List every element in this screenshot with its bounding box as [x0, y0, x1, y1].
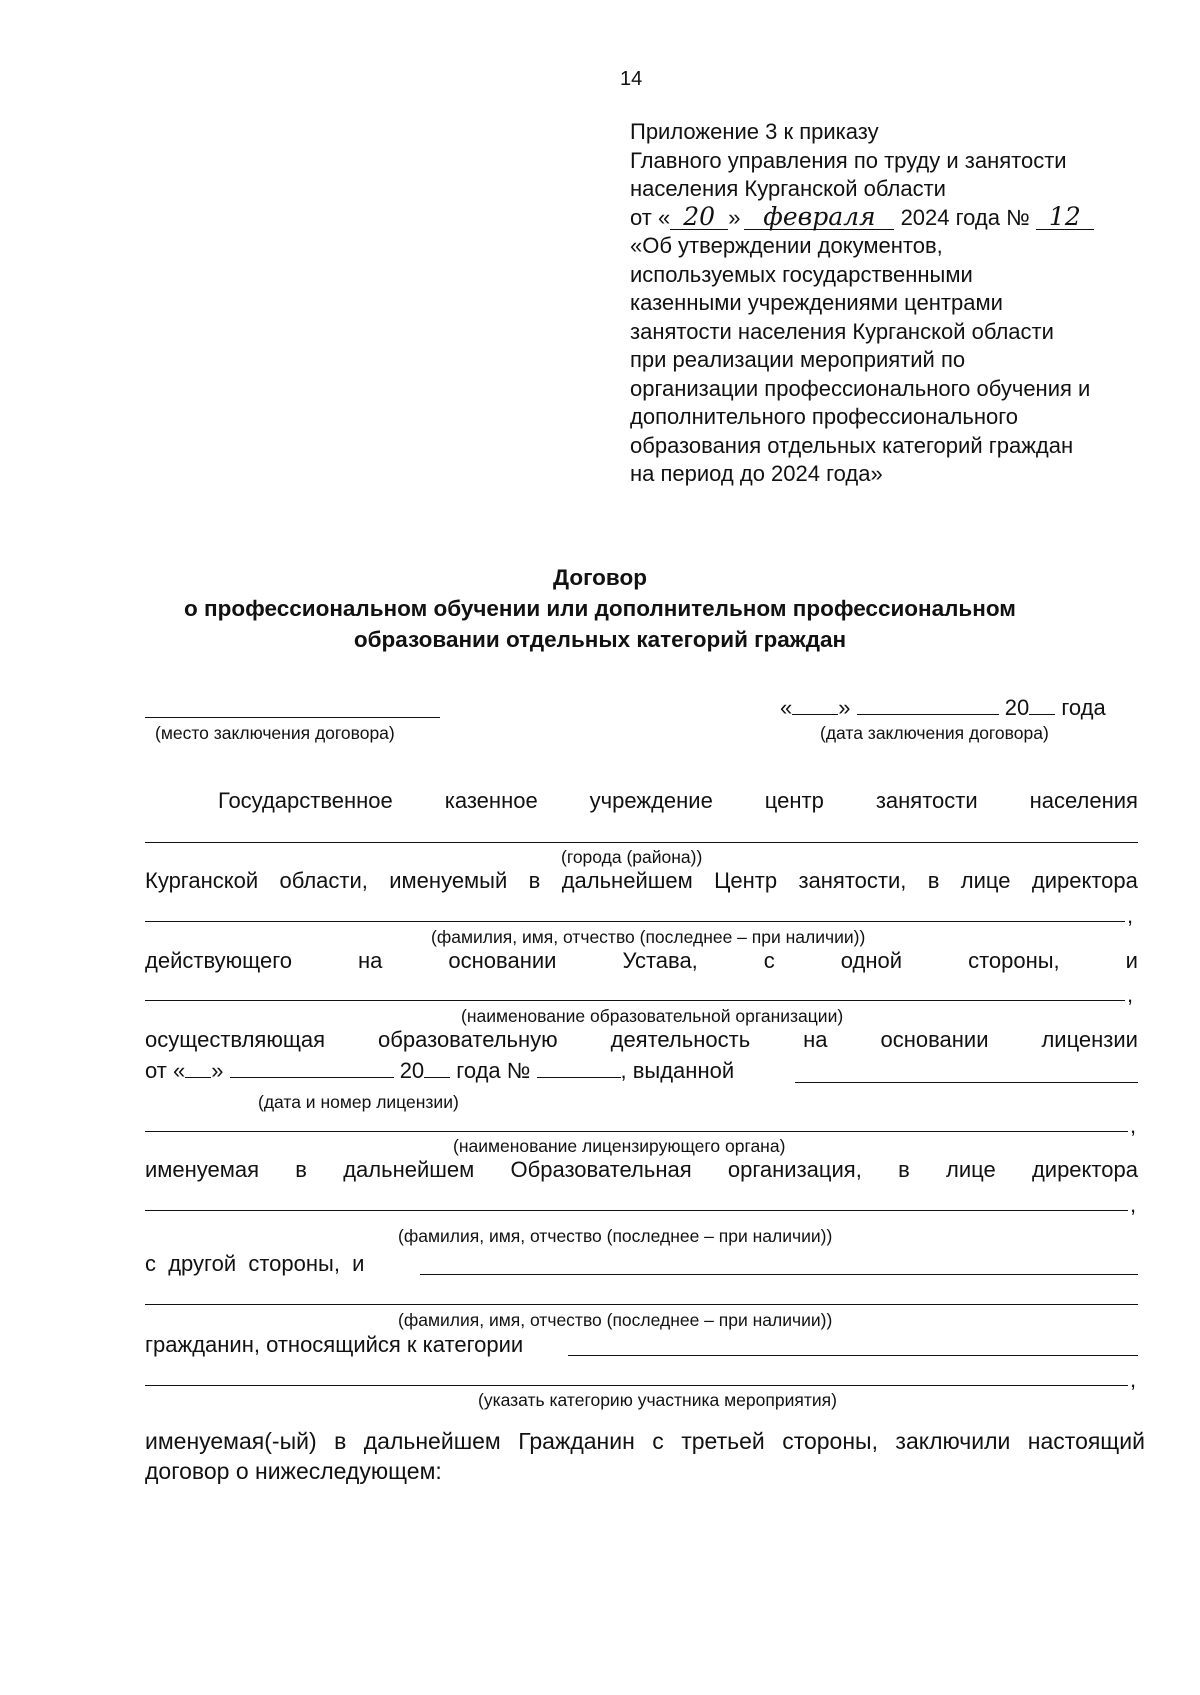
director-name-field[interactable] [145, 921, 1125, 922]
appendix-title-line: на период до 2024 года» [630, 461, 883, 486]
issued-by-field[interactable] [795, 1082, 1138, 1083]
handwritten-month: февраля [744, 205, 894, 230]
appendix-title-line: организации профессионального обучения и [630, 375, 1091, 401]
title-line: Договор [553, 565, 647, 590]
appendix-line: населения Курганской области [630, 176, 946, 201]
citizen-name-field-2[interactable] [145, 1304, 1138, 1305]
city-field[interactable] [145, 842, 1138, 843]
city-caption: (города (района)) [561, 847, 703, 867]
handwritten-day: 20 [670, 205, 728, 230]
page-number: 14 [620, 68, 643, 90]
license-number-field[interactable] [537, 1057, 621, 1078]
appendix-title-line: при реализации мероприятий по [630, 347, 966, 372]
citizen-category-text: гражданин, относящийся к категории [145, 1332, 524, 1357]
place-caption: (место заключения договора) [155, 723, 395, 743]
authority-field[interactable] [145, 1131, 1128, 1132]
title-line: образовании отдельных категорий граждан [353, 627, 847, 652]
appendix-title-line: образования отдельных категорий граждан [630, 432, 1074, 458]
date-caption: (дата заключения договора) [820, 723, 1049, 743]
title-line: о профессиональном обучении или дополнительном профессиональном [184, 596, 1016, 621]
handwritten-order-number: 12 [1036, 205, 1094, 230]
contract-date-line: « » 20 года [780, 695, 1106, 720]
paragraph-3: действующего на основании Устава, с одной стороны, и [145, 948, 1138, 973]
fio-caption: (фамилия, имя, отчество (последнее – при наличии)) [431, 927, 866, 947]
org-name-field[interactable] [145, 1000, 1125, 1001]
license-month-field[interactable] [230, 1057, 394, 1078]
date-mid: » [728, 204, 741, 230]
other-side-text: с другой стороны, и [145, 1251, 365, 1276]
date-prefix: от « [630, 204, 671, 230]
category-field-2[interactable] [145, 1385, 1128, 1386]
contract-title [0, 562, 1200, 655]
appendix-title-line: дополнительного профессионального [630, 404, 1019, 429]
fio-caption-3: (фамилия, имя, отчество (последнее – при наличии)) [398, 1310, 833, 1330]
authority-caption: (наименование лицензирующего органа) [453, 1136, 786, 1156]
appendix-title-line: «Об утверждении документов, [630, 233, 943, 258]
fio-caption-2: (фамилия, имя, отчество (последнее – при наличии)) [398, 1226, 833, 1246]
paragraph-2: Курганской области, именуемый в дальнейшем Центр занятости, в лице директора [145, 868, 1138, 893]
category-caption: (указать категорию участника мероприятия) [478, 1390, 837, 1410]
final-line-2: договор о нижеследующем: [145, 1458, 442, 1484]
paragraph-1: Государственное казенное учреждение центр занятости населения [218, 788, 1138, 813]
paragraph-4: осуществляющая образовательную деятельность на основании лицензии [145, 1027, 1138, 1052]
date-year-text: 2024 года № [900, 204, 1030, 230]
category-field[interactable] [568, 1355, 1138, 1356]
paragraph-5: именуемая в дальнейшем Образовательная организация, в лице директора [145, 1157, 1138, 1182]
document-page: 14 Приложение 3 к приказу Главного управления по труду и занятости населения Курганской области от « 20 » февраля 2024 года № 12 «Об утверждении документов, используемых государственными казенными учреждениями центрами занятости населения Курганской области при реализации мероприятий по организации профессионального обучения и дополнительного профессионального образования отдельных категорий граждан на период до 2024 года» Договор о профессиональном обучении или дополнительном профессиональном образовании отдельных категорий граждан (место заключения договора) « » 20 года (дата заключения договора) Государственное казенное учреждение центр занятости населения (города (района)) Курганской области, именуемый в дальнейшем Центр занятости, в лице директора , (фамилия, имя, отчество (последнее – при наличии)) действующего на основании Устава, с одной стороны, и , (наименование образовательной организации) осуществляющая образовательную деятельность на основании лицензии от « » 20 года № , выданной (дата и номер лицензии) , (наименование лицензирующего органа) именуемая в дальнейшем Образовательная организация, в лице директора , (фамилия, имя, отчество (последнее – при наличии)) с другой стороны, и (фамилия, имя, отчество (последнее – при наличии)) гражданин, относящийся к категории , (указать категорию участника мероприятия) именуемая(-ый) в дальнейшем Гражданин с третьей стороны, заключили настоящий договор о нижеследующем: [0, 0, 1200, 1695]
appendix-line: Приложение 3 к приказу [630, 119, 879, 144]
appendix-title-line: занятости населения Курганской области [630, 318, 1054, 344]
appendix-block [630, 118, 1170, 489]
date-month-field[interactable] [857, 694, 999, 715]
appendix-title-line: используемых государственными [630, 261, 973, 287]
license-caption: (дата и номер лицензии) [258, 1092, 459, 1112]
org-caption: (наименование образовательной организации) [461, 1006, 844, 1026]
appendix-line: Главного управления по труду и занятости [630, 147, 1067, 173]
date-year-field[interactable] [1029, 694, 1055, 715]
license-year-field[interactable] [424, 1057, 450, 1078]
org-director-field[interactable] [145, 1210, 1128, 1211]
license-day-field[interactable] [185, 1057, 211, 1078]
license-line: от « » 20 года № , выданной [145, 1058, 735, 1083]
final-line-1: именуемая(-ый) в дальнейшем Гражданин с третьей стороны, заключили настоящий [145, 1428, 1145, 1454]
appendix-title-line: казенными учреждениями центрами [630, 290, 1003, 315]
place-field[interactable] [145, 717, 440, 718]
date-day-field[interactable] [792, 694, 838, 715]
final-paragraph [145, 1426, 1145, 1486]
appendix-date-line [630, 201, 1170, 233]
citizen-name-field[interactable] [420, 1274, 1138, 1275]
